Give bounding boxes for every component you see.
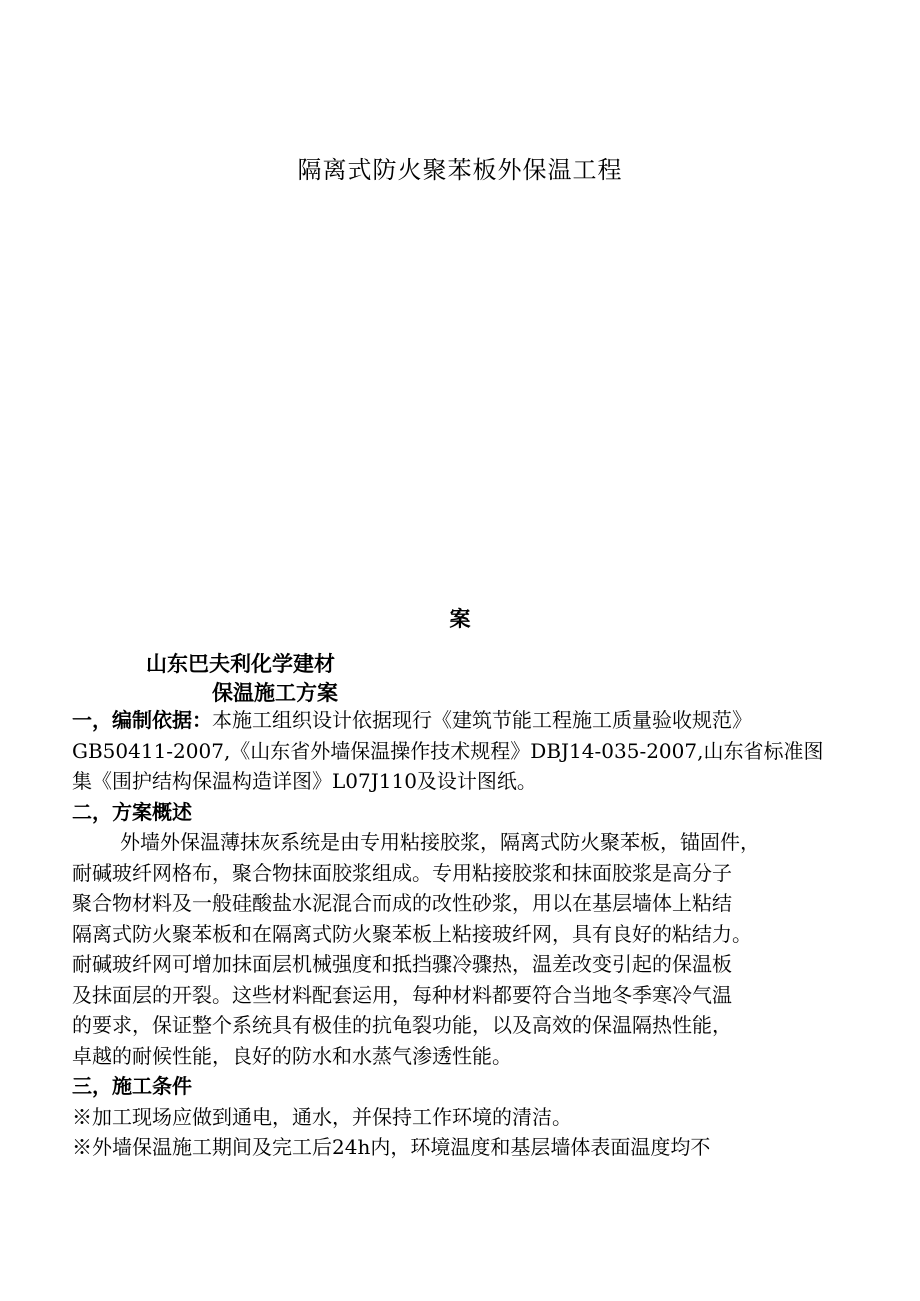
paragraph-line: 隔离式防火聚苯板和在隔离式防火聚苯板上粘接玻纤网，具有良好的粘结力。	[72, 921, 752, 946]
paragraph-line: 外墙外保温薄抹灰系统是由专用粘接胶浆，隔离式防火聚苯板，锚固件，	[120, 830, 760, 854]
condition-item: ※加工现场应做到通电，通水，并保持工作环境的清洁。	[72, 1104, 572, 1129]
paragraph-line: 的要求，保证整个系统具有极佳的抗龟裂功能，以及高效的保温隔热性能，	[72, 1013, 732, 1037]
paragraph-line: 聚合物材料及一般硅酸盐水泥混合而成的改性砂浆，用以在基层墙体上粘结	[72, 891, 732, 915]
section1-line3: 集《围护结构保温构造详图》L07J110及设计图纸。	[72, 769, 537, 793]
company-name: 山东巴夫利化学建材	[146, 652, 335, 676]
section1-line1	[72, 705, 862, 736]
paragraph-line: 及抹面层的开裂。这些材料配套运用，每种材料都要符合当地冬季寒冷气温	[72, 982, 732, 1007]
plan-title: 保温施工方案	[212, 681, 338, 705]
paragraph-line: 耐碱玻纤网格布，聚合物抹面胶浆组成。专用粘接胶浆和抹面胶浆是高分子	[72, 860, 732, 885]
section3-heading: 三，施工条件	[72, 1074, 192, 1098]
fragment-char: 案	[449, 607, 471, 631]
section1-text: 本施工组织设计依据现行《建筑节能工程施工质量验收规范》	[212, 708, 752, 732]
condition-item: ※外墙保温施工期间及完工后24h内，环境温度和基层墙体表面温度均不	[72, 1135, 711, 1159]
document-body	[72, 705, 862, 1163]
document-title: 隔离式防火聚苯板外保温工程	[297, 156, 623, 184]
paragraph-line: 耐碱玻纤网可增加抹面层机械强度和抵挡骤冷骤热，温差改变引起的保温板	[72, 952, 732, 976]
paragraph-line: 卓越的耐候性能，良好的防水和水蒸气渗透性能。	[72, 1043, 512, 1068]
section1-line2: GB50411-2007,《山东省外墙保温操作技术规程》DBJ14-035-2007,山东省标准图	[72, 738, 824, 763]
section2-heading: 二，方案概述	[72, 799, 192, 824]
section1-heading: 一，编制依据：	[72, 708, 212, 732]
